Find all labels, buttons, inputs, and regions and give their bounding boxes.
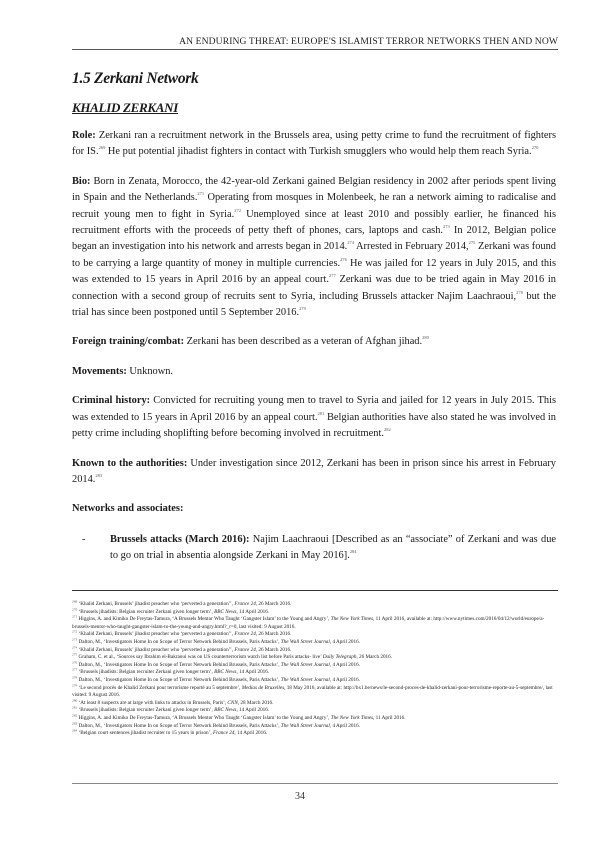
role-paragraph	[72, 128, 556, 161]
networks-label: Networks and associates:	[72, 503, 184, 515]
bio-label: Bio:	[72, 175, 91, 187]
movements-text: Unknown.	[126, 365, 174, 377]
criminal-history-label: Criminal history:	[72, 395, 151, 407]
footnote-number: 270	[72, 607, 78, 612]
footnote-number: 284	[72, 728, 78, 733]
bio-text: In 2012, Belgian police began an investigation into his network and arrests began in 2014.	[72, 225, 556, 253]
associate-list-item	[82, 532, 556, 565]
footnote-source: France 24	[212, 730, 235, 737]
footnote-item	[72, 723, 556, 731]
criminal-history-text: Belgian authorities have also stated he was involved in petty crime including shoplifting before becoming involved in recruitment.	[72, 411, 556, 440]
bullet-dash: -	[82, 533, 86, 545]
footnote-number: 279	[72, 683, 78, 688]
footnote-date: , 14 April 2016.	[236, 669, 270, 676]
page-content	[72, 70, 556, 565]
footnote-number: 275	[72, 652, 78, 657]
footnote-citation: ‘Khalid Zerkani, Brussels’ jihadist preacher who ‘perverted a generation’’,	[78, 631, 235, 638]
footnote-date: , 4 April 2016.	[329, 722, 360, 729]
footnote-date: , 26 March 2016.	[255, 646, 292, 653]
footnote-divider	[72, 590, 558, 591]
footnote-ref[interactable]: 283	[95, 472, 103, 478]
footnote-date: , 4 April 2016.	[329, 676, 360, 683]
running-header-title: AN ENDURING THREAT: EUROPE'S ISLAMIST TERROR NETWORKS THEN AND NOW	[179, 36, 558, 47]
bio-text: Zerkani was found to be carrying a large quantity of money in multiple currencies.	[72, 241, 556, 269]
footnote-citation: Dalton, M., ‘Investigators Home In on Scope of Terror Network Behind Brussels, Paris Attacks’,	[78, 661, 281, 668]
footnote-citation: ‘Khalid Zerkani, Brussels’ jihadist preacher who ‘perverted a generation’’,	[78, 601, 235, 607]
footnote-date: , 14 April 2016.	[236, 707, 270, 714]
footnote-date: , 14 April 2016.	[234, 730, 268, 737]
footnote-item	[72, 715, 556, 723]
movements-label: Movements:	[72, 365, 127, 377]
footnote-ref[interactable]: 284	[349, 549, 357, 555]
associate-text: Najim Laachraoui [Described as an “associate” of Zerkani and was due to go on trial in absentia alongside Zerkani in May 2016].	[110, 533, 556, 562]
bio-text: Unemployed since at least 2010 and possibly earlier, he financed his recruitment efforts with the proceeds of petty theft of phones, cars, laptops and cash.	[72, 208, 556, 237]
footnotes-list	[72, 601, 556, 738]
footnote-number: 271	[72, 614, 78, 619]
footnote-citation: ‘Brussels jihadists: Belgian recruiter Zerkani given longer term’,	[78, 669, 215, 676]
footnote-number: 282	[72, 713, 78, 718]
bio-text: Operating from mosques in Molenbeek, he ran a network aiming to radicalise and recruit young men to fight in Syria.	[72, 192, 556, 220]
footnote-ref[interactable]: 278	[516, 289, 523, 295]
footnote-ref[interactable]: 281	[317, 410, 325, 416]
footnote-number: 273	[72, 637, 78, 642]
footnote-citation: ‘Le second procès de Khalid Zerkani pour terrorisme reporté au 5 septembre’,	[78, 684, 242, 691]
footnote-source: The Wall Street Journal	[280, 676, 330, 683]
footnote-source: Daily Telegraph	[322, 654, 357, 661]
footnote-item	[72, 730, 556, 738]
footnote-citation: ‘At least 8 suspects are at large with links to attacks in Brussels, Paris’,	[78, 699, 228, 706]
subject-name: KHALID ZERKANI	[72, 100, 178, 115]
footnote-citation: ‘Brussels jihadists: Belgian recruiter Zerkani given longer term’,	[78, 608, 215, 615]
footnote-ref[interactable]: 274	[347, 240, 354, 246]
footnote-date: , 14 April 2016.	[236, 608, 270, 615]
role-text: Zerkani ran a recruitment network in the Brussels area, using petty crime to fund the recruitment of fighters for IS.	[72, 130, 556, 158]
bio-text: Arrested in February 2014,	[354, 241, 469, 253]
known-to-authorities-label: Known to the authorities:	[72, 457, 188, 469]
footnote-source: France 24	[234, 631, 256, 638]
footnote-source: BBC News	[214, 669, 237, 676]
footnote-date: , 18 May 2016, available at: http://bx1.be/news/le-second-proces-de-khalid-zerkani-pour-terrorisme-reporte-au-5-septembre/, last visited: 9 August 2016.	[72, 684, 553, 699]
footnote-ref[interactable]: 276	[340, 256, 347, 262]
footnote-source: Medias de Bruxelles	[241, 684, 285, 691]
footnote-citation: Dalton, M., ‘Investigators Home In on Scope of Terror Network Behind Brussels, Paris Attacks’,	[78, 676, 281, 683]
footnote-citation: Dalton, M., ‘Investigators Home In on Scope of Terror Network Behind Brussels, Paris Attacks’,	[78, 722, 281, 729]
known-to-authorities-paragraph	[72, 456, 556, 489]
associate-entry	[110, 532, 556, 565]
running-header	[72, 36, 558, 50]
footnote-number: 269	[72, 599, 78, 604]
networks-heading-paragraph	[72, 501, 556, 517]
footnote-citation: Higgins, A. and Kimiko De Freytas-Tamura, ‘A Brussels Mentor Who Taught ‘Gangster Islam’ to the Young and Angry’,	[78, 616, 331, 623]
footnote-date: , 11 April 2016.	[373, 714, 406, 721]
footnote-date: , 26 March 2016.	[255, 601, 292, 607]
foreign-training-label: Foreign training/combat:	[72, 336, 185, 348]
footnote-ref[interactable]: 282	[383, 427, 391, 433]
footnote-date: , 11 April 2016, available at: http://www.nytimes.com/2016/04/12/world/europe/a-brussels-mentor-who-taught-gangster-islam-to-the-young-and-angry.html?_r=0, last visited: 9 August 2016.	[72, 616, 545, 630]
footnote-number: 280	[72, 698, 78, 703]
foreign-training-text: Zerkani has been described as a veteran of Afghan jihad.	[184, 336, 423, 348]
footnote-number: 278	[72, 675, 78, 680]
footnote-date: , 26 March 2016.	[255, 631, 292, 638]
footnote-citation: ‘Khalid Zerkani, Brussels’ jihadist preacher who ‘perverted a generation’’,	[78, 646, 235, 653]
footnote-ref[interactable]: 271	[197, 191, 205, 197]
footnote-number: 272	[72, 629, 78, 634]
footnote-citation: ‘Brussels jihadists: Belgian recruiter Zerkani given longer term’,	[78, 707, 215, 714]
footnote-source: The New York Times	[330, 616, 374, 623]
footnote-ref[interactable]: 273	[443, 224, 450, 230]
bio-text: but the trial has since been postponed until 5 September 2016.	[72, 290, 556, 319]
footnote-ref[interactable]: 277	[328, 273, 336, 279]
bio-paragraph	[72, 174, 556, 322]
footnote-ref[interactable]: 279	[299, 306, 306, 312]
footnote-source: The Wall Street Journal	[280, 638, 330, 645]
footnote-source: The New York Times	[330, 714, 374, 721]
movements-paragraph	[72, 364, 556, 380]
footnote-source: The Wall Street Journal	[280, 661, 330, 668]
foreign-training-paragraph	[72, 334, 556, 350]
footnote-source: BBC News	[214, 608, 237, 615]
known-to-authorities-text: Under investigation since 2012, Zerkani has been in prison since his arrest in February 2014.	[72, 457, 556, 485]
footnote-number: 276	[72, 660, 78, 665]
footnote-source: CNN	[227, 699, 238, 706]
footnote-date: , 4 April 2016.	[329, 661, 360, 668]
section-title: 1.5 Zerkani Network	[72, 70, 199, 87]
page-footer-divider	[72, 783, 558, 784]
footnote-number: 277	[72, 667, 78, 672]
footnote-source: BBC News	[214, 707, 237, 714]
role-label: Role:	[72, 130, 96, 141]
bio-text: Zerkani was due to be tried again in May 2016 in connection with a second group of recruits sent to Syria, including Brussels attacker Najim Laachraoui,	[72, 274, 556, 302]
footnote-citation: Graham, C. et al., ‘Sources say Ibrahim el-Bakraoui was on US counterterrorism watch list before Paris attacks- live’	[78, 654, 323, 661]
role-text: He put potential jihadist fighters in contact with Turkish smugglers who would help them reach Syria.	[105, 146, 532, 158]
footnote-citation: Higgins, A. and Kimiko De Freytas-Tamura, ‘A Brussels Mentor Who Taught ‘Gangster Islam’ to the Young and Angry’,	[78, 714, 331, 721]
footnote-number: 281	[72, 705, 78, 710]
criminal-history-text: Convicted for recruiting young men to travel to Syria and jailed for 12 years in July 2015. This was extended to 15 years in April 2016 by an appeal court.	[72, 395, 556, 423]
footnote-item	[72, 616, 556, 631]
footnote-source: France 24	[234, 646, 256, 653]
footnote-citation: Dalton, M., ‘Investigators Home In on Scope of Terror Network Behind Brussels, Paris Attacks’,	[78, 638, 281, 645]
footnote-ref[interactable]: 275	[468, 240, 476, 246]
bio-text: Born in Zenata, Morocco, the 42-year-old Zerkani gained Belgian residency in 2002 after periods spent living in Spain and the Netherlands.	[72, 175, 556, 204]
footnote-source: The Wall Street Journal	[280, 722, 330, 729]
footnote-source: France 24	[234, 601, 256, 607]
footnote-ref[interactable]: 270	[531, 145, 539, 151]
footnote-ref[interactable]: 272	[234, 207, 241, 213]
footnote-ref[interactable]: 280	[422, 335, 429, 341]
page-number: 34	[295, 791, 305, 802]
footnote-citation: ‘Belgian court sentences jihadist recruiter to 15 years in prison’,	[78, 730, 213, 737]
bio-text: He was jailed for 12 years in July 2015, and this was extended to 15 years in April 2016 by an appeal court.	[72, 257, 556, 286]
associate-label: Brussels attacks (March 2016):	[110, 533, 250, 545]
footnote-number: 283	[72, 721, 78, 725]
footnote-date: , 28 March 2016.	[237, 699, 274, 706]
footnote-ref[interactable]: 269	[98, 145, 106, 151]
criminal-history-paragraph	[72, 393, 556, 442]
footnote-date: , 4 April 2016.	[329, 638, 360, 645]
footnote-date: , 26 March 2016.	[356, 654, 393, 661]
footnote-number: 274	[72, 645, 78, 650]
